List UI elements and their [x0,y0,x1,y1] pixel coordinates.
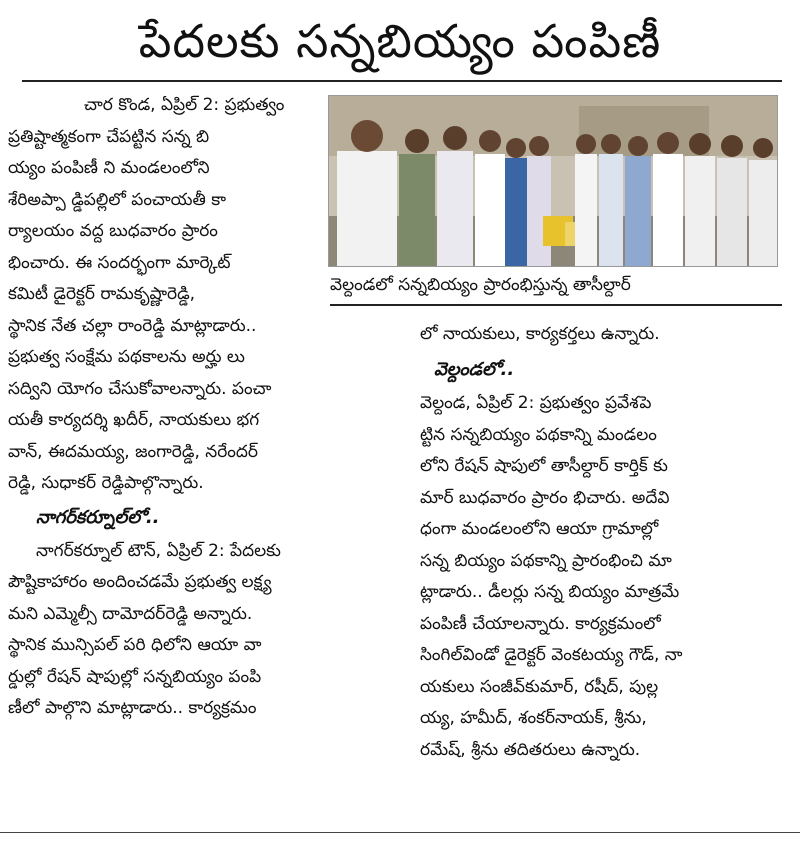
text-line: య్య, హమీద్, శంకర్‌నాయక్, శ్రీను, [420,708,647,728]
text-line: శేరిఅప్పా డ్డిపల్లిలో పంచాయతీ కా [8,189,226,210]
continuation-line: లో నాయకులు, కార్యకర్తలు ఉన్నారు. [420,324,660,344]
text-line: వెల్దండ, ఏప్రిల్ 2: ప్రభుత్వం ప్రవేశపె [420,393,652,413]
text-line: చార కొండ, ఏప్రిల్ 2: ప్రభుత్వం [84,95,285,115]
text-line: ర్యాలయం వద్ద బుధవారం ప్రారం [8,221,218,241]
text-line: పంపిణీ చేయాలన్నారు. కార్యక్రమంలో [420,613,661,634]
text-line: సింగిల్‌విండో డైరెక్టర్ వెంకటయ్య గౌడ్, నా [420,645,683,665]
left-column [8,90,326,725]
crowd-photo-illustration [329,96,777,266]
text-line: యకులు సంజీవ్‌కుమార్, రషీద్, పుల్ల [420,676,659,697]
text-line: రెడ్డి, సుధాకర్ రెడ్డిపాల్గొన్నారు. [8,473,204,493]
text-line: ప్రభుత్వ సంక్షేమ పథకాలను అర్హు లు [8,347,245,367]
news-photo [328,95,778,267]
text-line: మార్ బుధవారం ప్రారం భిచారు. అదేవి [420,487,670,508]
text-line: ర్డుల్లో రేషన్ షాపుల్లో సన్నబియ్యం పంపి [8,666,262,687]
paragraph-veldanda [420,388,782,766]
paragraph-charakonda [8,90,326,500]
text-line: ట్టిన సన్నబియ్యం పథకాన్ని మండలం [420,424,657,445]
text-line: మని ఎమ్మెల్సీ దామోదర్‌రెడ్డి అన్నారు. [8,603,253,624]
text-line: యతీ కార్యదర్శి ఖదీర్, నాయకులు భగ [8,410,260,430]
text-line: లోని రేషన్ షాపులో తాసీల్దార్ కార్తిక్ కు [420,456,668,476]
text-line: రమేష్, శ్రీను తదితరులు ఉన్నారు. [420,739,641,760]
right-column [420,316,782,766]
subhead-veldanda: వెల్దండలో.. [434,359,515,380]
bottom-rule [0,832,800,833]
paragraph-nagarkurnool [8,536,326,725]
text-line: వాన్, ఈదమయ్య, జంగారెడ్డి, నరేందర్ [8,441,258,462]
text-line: కమిటీ డైరెక్టర్ రామకృష్ణారెడ్డి, [8,284,196,304]
text-line: య్యం పంపిణీ ని మండలంలోని [8,158,210,178]
text-line: ట్లాడారు.. డీలర్లు సన్న బియ్యం మాత్రమే [420,582,680,602]
headline-rule [22,80,782,82]
headline: పేదలకు సన్నబియ్యం పంపిణీ [138,14,662,68]
text-line: ప్రతిష్టాత్మకంగా చేపట్టిన సన్న బి [8,126,210,147]
text-line: స్థానిక నేత చల్లా రాంరెడ్డి మాట్లాడారు.. [8,315,257,336]
photo-caption: వెల్దండలో సన్నబియ్యం ప్రారంభిస్తున్న తాసీల్దార్ [330,266,782,306]
text-line: సన్న బియ్యం పథకాన్ని ప్రారంభించి మా [420,550,672,571]
text-line: భించారు. ఈ సందర్భంగా మార్కెట్ [8,252,231,273]
text-line: ణీలో పాల్గొని మాట్లాడారు.. కార్యక్రమం [8,698,257,718]
text-line: నాగర్‌కర్నూల్ టౌన్, ఏప్రిల్ 2: పేదలకు [36,540,281,561]
text-line: ధంగా మండలంలోని ఆయా గ్రామాల్లో [420,519,659,539]
text-line: సద్విని యోగం చేసుకోవాలన్నారు. పంచా [8,378,272,399]
text-line: స్థానిక మున్సిపల్ పరి ధిలోని ఆయా వా [8,635,262,655]
subhead-nagarkurnool: నాగర్‌కర్నూల్‌లో.. [36,506,160,528]
text-line: పౌష్టికాహారం అందించడమే ప్రభుత్వ లక్ష్య [8,572,272,592]
